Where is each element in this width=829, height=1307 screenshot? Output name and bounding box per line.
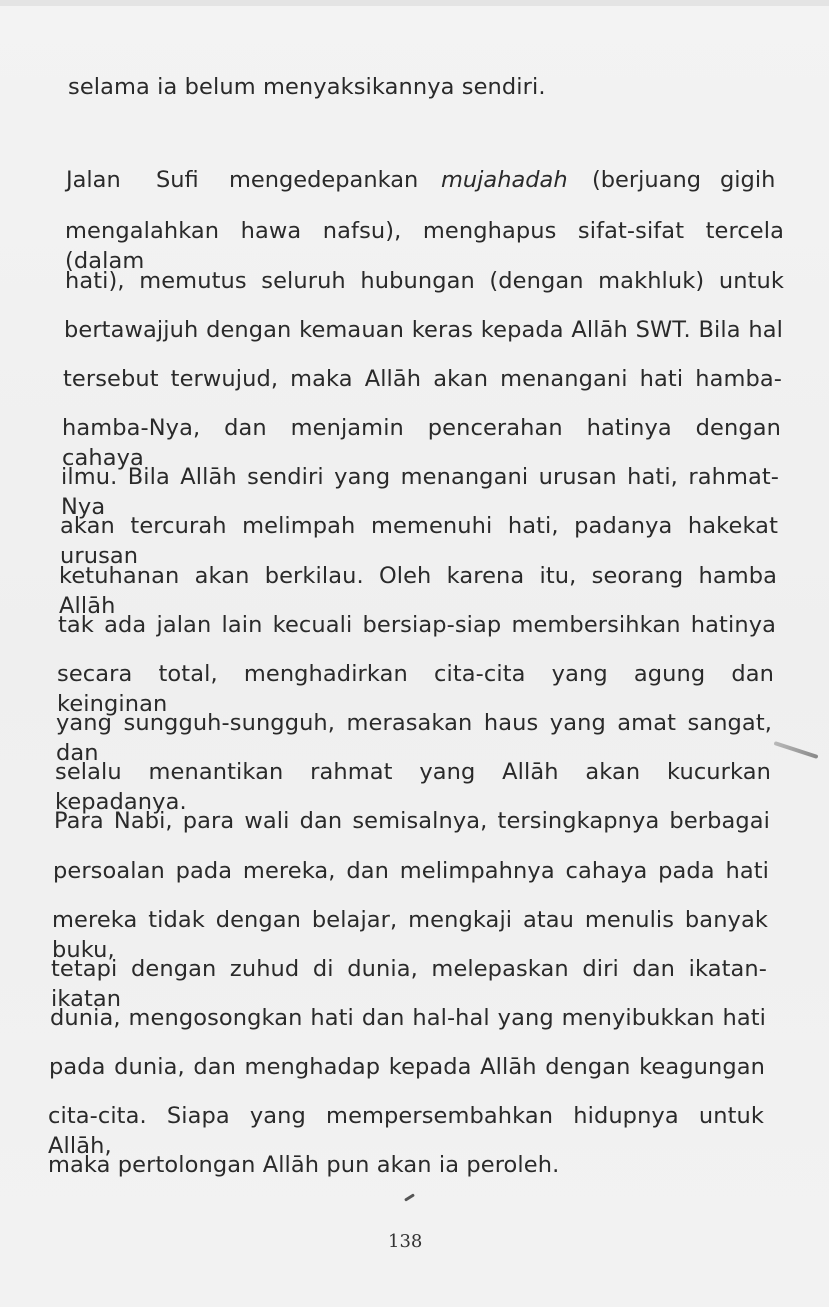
- paragraph-line: akan tercurah melimpah memenuhi hati, padanya hakekat urusan: [60, 513, 778, 569]
- pen-tick-mark: [404, 1193, 415, 1201]
- paragraph-line: mereka tidak dengan belajar, mengkaji atau menulis banyak buku,: [52, 907, 768, 963]
- word-mengedepankan: mengedepankan: [229, 167, 419, 193]
- paragraph-line: hati), memutus seluruh hubungan (dengan makhluk) untuk: [65, 268, 784, 294]
- paragraph-line: pada dunia, dan menghadap kepada Allāh dengan keagungan: [49, 1054, 765, 1080]
- paragraph-line: persoalan pada mereka, dan melimpahnya cahaya pada hati: [53, 858, 769, 884]
- paragraph-line: yang sungguh-sungguh, merasakan haus yang amat sangat, dan: [56, 710, 772, 766]
- paragraph-line: tersebut terwujud, maka Allāh akan menangani hati hamba-: [63, 366, 782, 392]
- pen-stroke-mark: [774, 741, 819, 759]
- page-number: 138: [388, 1231, 423, 1252]
- paragraph-line: cita-cita. Siapa yang mempersembahkan hidupnya untuk Allāh,: [48, 1103, 764, 1159]
- paragraph-last-line: maka pertolongan Allāh pun akan ia peroleh.: [48, 1152, 560, 1178]
- lead-line: selama ia belum menyaksikannya sendiri.: [68, 74, 546, 100]
- word-sufi: Sufi: [156, 167, 199, 193]
- paragraph-line: secara total, menghadirkan cita-cita yang agung dan keinginan: [57, 661, 774, 717]
- page-top-edge: [0, 0, 829, 6]
- paragraph-line: ketuhanan akan berkilau. Oleh karena itu, seorang hamba Allāh: [59, 563, 777, 619]
- word-mujahadah: mujahadah: [441, 167, 568, 193]
- paragraph-line: ilmu. Bila Allāh sendiri yang menangani urusan hati, rahmat-Nya: [61, 464, 779, 520]
- paragraph-line: bertawajjuh dengan kemauan keras kepada Allāh SWT. Bila hal: [64, 317, 783, 343]
- paragraph-line: dunia, mengosongkan hati dan hal-hal yang menyibukkan hati: [50, 1005, 766, 1031]
- paragraph-line: Para Nabi, para wali dan semisalnya, tersingkapnya berbagai: [54, 808, 770, 834]
- word-jalan: Jalan: [66, 167, 121, 193]
- paragraph-line: selalu menantikan rahmat yang Allāh akan kucurkan kepadanya.: [55, 759, 771, 815]
- word-berjuang: (berjuang: [592, 167, 701, 193]
- paragraph-line: hamba-Nya, dan menjamin pencerahan hatinya dengan cahaya: [62, 415, 781, 471]
- paragraph-line: mengalahkan hawa nafsu), menghapus sifat-sifat tercela (dalam: [65, 218, 784, 274]
- paragraph-line: tetapi dengan zuhud di dunia, melepaskan diri dan ikatan-ikatan: [51, 956, 767, 1012]
- paragraph-first-line: [66, 165, 786, 195]
- paragraph-line: tak ada jalan lain kecuali bersiap-siap membersihkan hatinya: [58, 612, 776, 638]
- word-gigih: gigih: [720, 167, 776, 193]
